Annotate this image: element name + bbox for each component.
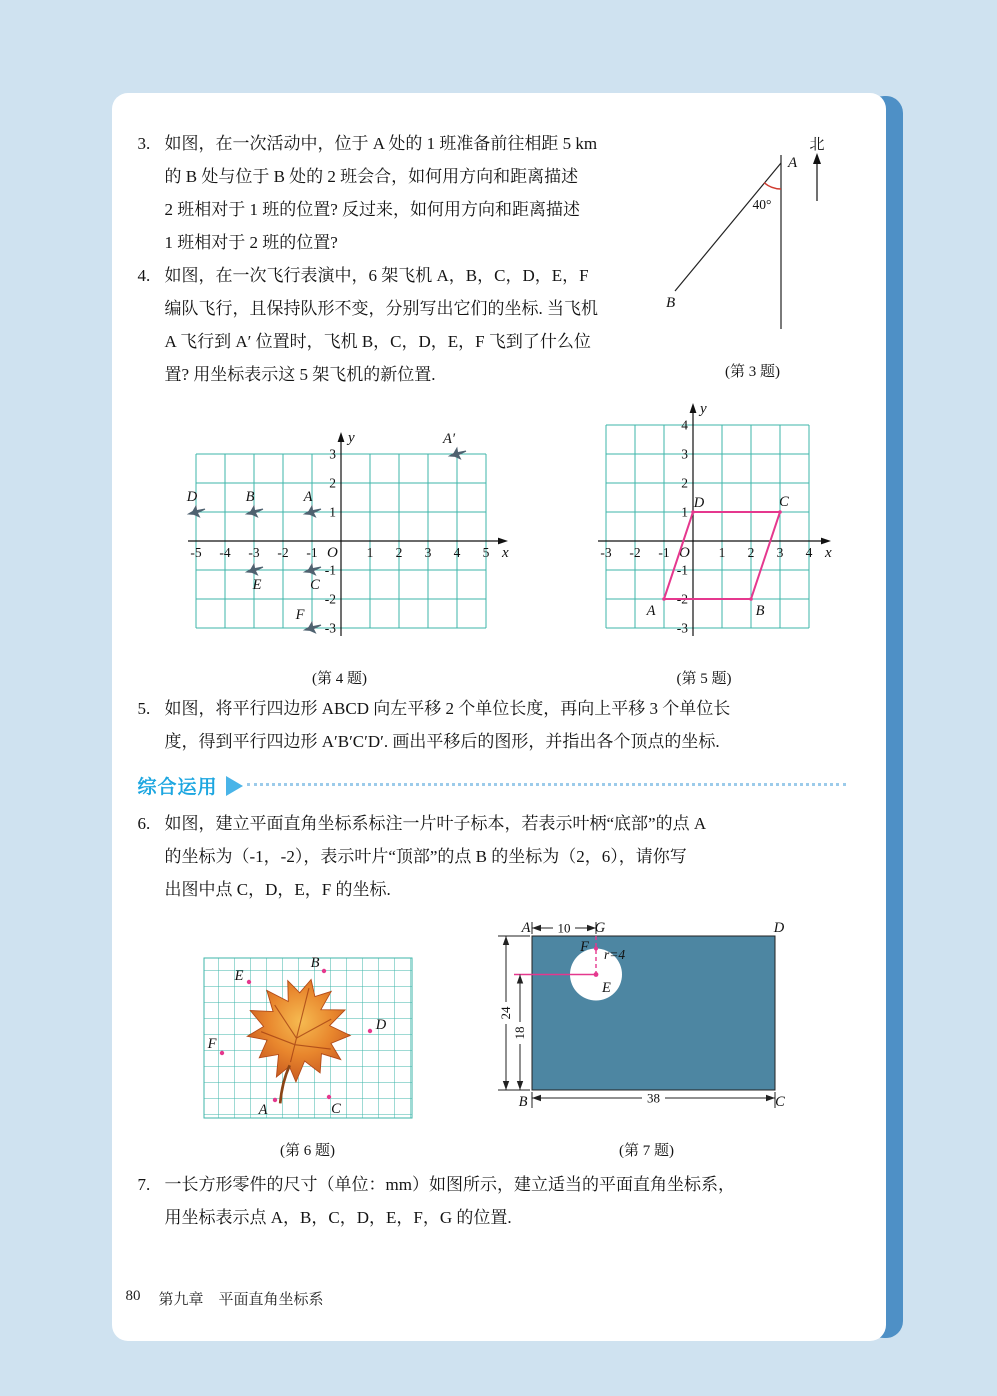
north-label: 北 xyxy=(809,137,825,153)
svg-text:A: A xyxy=(303,489,312,505)
textbook-page xyxy=(112,93,886,1341)
top-row xyxy=(138,127,846,391)
point-a-label: A xyxy=(258,1102,267,1118)
svg-text:-3: -3 xyxy=(599,545,612,560)
section-header xyxy=(138,772,846,799)
arrow-right-icon xyxy=(226,776,243,796)
content-panel xyxy=(112,93,886,1341)
problem-number: 5. xyxy=(137,699,151,718)
problem-number: 4. xyxy=(137,266,151,285)
svg-text:2: 2 xyxy=(680,475,688,491)
problem-text xyxy=(165,127,660,259)
text-line: 的 B 处与位于 B 处的 2 班会合，如何用方向和距离描述 xyxy=(164,167,579,186)
svg-text:4: 4 xyxy=(680,417,688,433)
figure-7-caption: (第 7 题) xyxy=(619,1143,674,1159)
svg-text:4: 4 xyxy=(453,545,460,560)
svg-text:3: 3 xyxy=(328,446,336,462)
problem-3 xyxy=(138,127,660,259)
figure-5-caption: (第 5 题) xyxy=(676,671,732,687)
svg-text:-2: -2 xyxy=(324,591,336,607)
point-a-dot xyxy=(272,1098,276,1102)
angle-arc xyxy=(764,183,781,189)
text-line: 度，得到平行四边形 A′B′C′D′. 画出平移后的图形，并指出各个顶点的坐标. xyxy=(164,732,720,751)
figure-7 xyxy=(486,918,808,1160)
svg-text:-1: -1 xyxy=(676,562,688,578)
part-rectangle xyxy=(532,936,775,1090)
problem-5 xyxy=(138,692,846,758)
problem-text xyxy=(165,807,846,906)
svg-text:-3: -3 xyxy=(324,620,336,636)
svg-text:-2: -2 xyxy=(628,545,641,560)
point-b-label: B xyxy=(666,295,676,311)
svg-text:-1: -1 xyxy=(657,545,670,560)
svg-text:x: x xyxy=(501,545,509,561)
svg-text:B: B xyxy=(245,489,254,505)
figure-3-caption: (第 3 题) xyxy=(725,364,780,380)
figure-6 xyxy=(202,954,414,1160)
text-line: 如图，在一次活动中，位于 A 处的 1 班准备前往相距 5 km xyxy=(164,134,598,153)
angle-label: 40° xyxy=(752,197,772,212)
dim-10-label: 10 xyxy=(557,920,570,936)
svg-text:D: D xyxy=(186,489,197,505)
figures-6-7-row xyxy=(202,918,846,1160)
svg-text:C: C xyxy=(309,577,320,593)
chapter-title: 第九章 平面直角坐标系 xyxy=(158,1292,324,1308)
figure-7-rectangle-diagram xyxy=(486,918,808,1126)
svg-text:y: y xyxy=(699,401,707,417)
svg-text:-2: -2 xyxy=(676,591,688,607)
problem-text xyxy=(165,1168,846,1234)
corner-d-label: D xyxy=(773,920,784,936)
problem-7 xyxy=(138,1168,846,1234)
problem-number: 3. xyxy=(137,134,151,153)
problem-text xyxy=(165,692,846,758)
point-b-label: B xyxy=(310,955,319,971)
svg-text:-2: -2 xyxy=(276,545,289,560)
svg-text:-1: -1 xyxy=(305,545,318,560)
problem-6 xyxy=(138,807,846,906)
svg-text:-1: -1 xyxy=(324,562,336,578)
point-c-dot xyxy=(326,1095,330,1099)
coordinate-grids-row xyxy=(164,401,846,688)
svg-text:2: 2 xyxy=(747,545,754,560)
figure-6-leaf-grid xyxy=(202,954,414,1126)
svg-text:4: 4 xyxy=(805,545,812,560)
text-line: 一长方形零件的尺寸（单位：mm）如图所示，建立适当的平面直角坐标系， xyxy=(164,1175,735,1194)
problem-4 xyxy=(138,259,660,391)
figure-4-caption: (第 4 题) xyxy=(312,671,367,687)
point-e-label: E xyxy=(601,980,611,996)
north-arrowhead-icon xyxy=(813,153,821,164)
problem-number: 6. xyxy=(137,814,151,833)
point-f-dot xyxy=(219,1051,223,1055)
text-line: 用坐标表示点 A，B，C，D，E，F，G 的位置. xyxy=(164,1208,512,1227)
svg-text:A′: A′ xyxy=(442,431,455,447)
svg-text:B: B xyxy=(755,603,764,619)
svg-text:C: C xyxy=(778,494,789,510)
text-line: 出图中点 C，D，E，F 的坐标. xyxy=(164,880,391,899)
text-line: A 飞行到 A′ 位置时，飞机 B，C，D，E，F 飞到了什么位 xyxy=(164,332,591,351)
point-f-dot xyxy=(594,947,598,951)
figure-4-grid xyxy=(164,430,516,654)
svg-text:3: 3 xyxy=(680,446,688,462)
problem-text xyxy=(165,259,660,391)
section-title: 综合运用 xyxy=(137,777,218,798)
dotted-rule xyxy=(247,783,846,786)
svg-text:1: 1 xyxy=(680,504,688,520)
problem-number: 7. xyxy=(137,1175,151,1194)
figure-4 xyxy=(164,430,516,688)
point-b-dot xyxy=(321,969,325,973)
point-e-label: E xyxy=(234,968,243,984)
svg-text:2: 2 xyxy=(328,475,336,491)
figure-5-grid xyxy=(572,401,837,654)
point-d-label: D xyxy=(375,1017,386,1033)
figure-5 xyxy=(572,401,837,688)
point-g-label: G xyxy=(594,920,605,936)
svg-text:y: y xyxy=(347,430,355,446)
point-e-dot xyxy=(593,972,598,977)
figure-3-direction-diagram xyxy=(665,131,840,343)
corner-c-label: C xyxy=(774,1094,785,1110)
page-number: 80 xyxy=(125,1288,141,1304)
point-e-dot xyxy=(246,980,250,984)
figure-6-caption: (第 6 题) xyxy=(280,1143,335,1159)
page-footer xyxy=(126,1288,846,1309)
svg-text:3: 3 xyxy=(424,545,431,560)
svg-text:1: 1 xyxy=(718,545,725,560)
point-f-label: F xyxy=(579,939,589,955)
text-line: 如图，在一次飞行表演中，6 架飞机 A，B，C，D，E，F xyxy=(164,266,589,285)
svg-text:1: 1 xyxy=(366,545,373,560)
point-f-label: F xyxy=(207,1036,216,1052)
svg-text:F: F xyxy=(295,607,304,623)
text-line: 1 班相对于 2 班的位置? xyxy=(164,233,338,252)
svg-text:x: x xyxy=(824,545,832,561)
text-line: 2 班相对于 1 班的位置? 反过来，如何用方向和距离描述 xyxy=(164,200,581,219)
point-a-label: A xyxy=(788,155,798,171)
svg-text:-4: -4 xyxy=(218,545,231,560)
line-ab xyxy=(675,163,781,291)
text-line: 如图，建立平面直角坐标系标注一片叶子标本，若表示叶柄“底部”的点 A xyxy=(164,814,707,833)
problems-3-4-text xyxy=(138,127,660,391)
dim-18-label: 18 xyxy=(511,1026,527,1040)
svg-text:-3: -3 xyxy=(247,545,260,560)
svg-text:-5: -5 xyxy=(189,545,202,560)
svg-text:-3: -3 xyxy=(676,620,688,636)
corner-a-label: A xyxy=(521,920,530,936)
corner-b-label: B xyxy=(518,1094,527,1110)
text-line: 编队飞行，且保持队形不变，分别写出它们的坐标. 当飞机 xyxy=(164,299,598,318)
svg-text:2: 2 xyxy=(395,545,402,560)
svg-text:A: A xyxy=(646,603,655,619)
svg-text:D: D xyxy=(693,495,704,511)
svg-text:1: 1 xyxy=(328,504,336,520)
figure-3-column xyxy=(660,127,846,391)
svg-text:E: E xyxy=(252,577,261,593)
text-line: 如图，将平行四边形 ABCD 向左平移 2 个单位长度，再向上平移 3 个单位长 xyxy=(164,699,731,718)
text-line: 的坐标为（-1，-2），表示叶片“顶部”的点 B 的坐标为（2，6），请你写 xyxy=(164,847,687,866)
point-d-dot xyxy=(367,1029,371,1033)
point-c-label: C xyxy=(330,1101,341,1117)
dim-24-label: 24 xyxy=(497,1006,513,1020)
dim-38-label: 38 xyxy=(646,1090,660,1106)
svg-text:3: 3 xyxy=(776,545,783,560)
svg-text:5: 5 xyxy=(482,545,489,560)
svg-text:O: O xyxy=(678,545,690,561)
radius-label: r=4 xyxy=(603,947,625,962)
text-line: 置? 用坐标表示这 5 架飞机的新位置. xyxy=(164,365,436,384)
svg-text:O: O xyxy=(326,545,338,561)
